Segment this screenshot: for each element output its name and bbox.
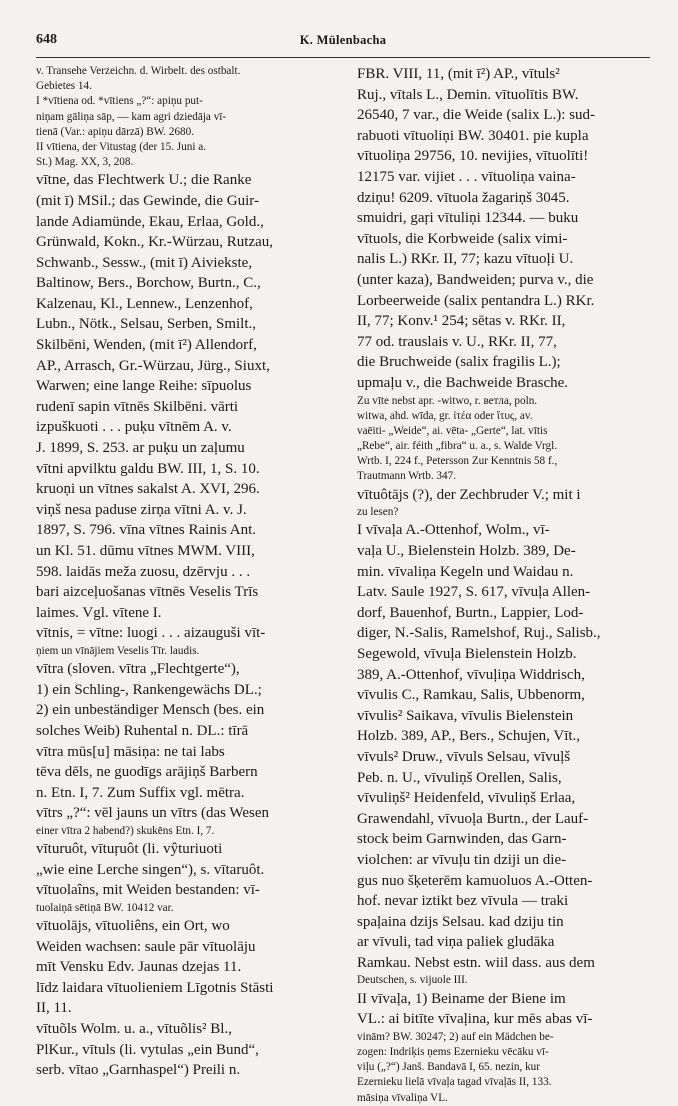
text-line: Baltinow, Bers., Borchow, Burtn., C., xyxy=(36,275,261,292)
text-line: Ruj., vītals L., Demin. vītuolītis BW. xyxy=(357,86,579,103)
text-line: II, 11. xyxy=(36,1000,72,1017)
text-line: izpuškuoti . . . puķu vītnēm A. v. xyxy=(36,419,232,436)
text-line: Grawendahl, vīvuoļa Burtn., der Lauf- xyxy=(357,810,589,827)
text-line: 12175 var. vijiet . . . vītuoliņa vaina- xyxy=(357,168,576,185)
text-line: un Kl. 51. dūmu vītnes MWM. VIII, xyxy=(36,543,255,559)
text-line: Warwen; eine lange Reihe: sīpuolus xyxy=(36,378,252,395)
text-line: vītne, das Flechtwerk U.; die Ranke xyxy=(36,172,252,189)
text-line: vīvuls² Druw., vīvuls Selsau, vīvuļš xyxy=(357,748,571,765)
text-line: (unter kaza), Bandweiden; purva v., die xyxy=(357,271,594,288)
text-line: Ezernieku lielā vīvaļa tagad vīvaļās II, 133. xyxy=(357,1076,552,1089)
text-line: Ramkau. Nebst estn. wiil dass. aus dem xyxy=(357,954,595,971)
left-column xyxy=(36,64,338,1079)
text-line: vītrs „?“: vēl jauns un vītrs (das Wesen xyxy=(36,805,270,822)
text-line: Grünwald, Kokn., Kr.-Würzau, Rutzau, xyxy=(36,234,274,251)
text-line: Lubn., Nötk., Selsau, Serben, Smilt., xyxy=(36,316,256,333)
text-line: J. 1899, S. 253. ar puķu un zaļumu xyxy=(36,440,245,457)
text-line: (mit ī) MSil.; das Gewinde, die Guir- xyxy=(36,192,260,209)
running-head: K. Mülenbacha xyxy=(299,33,387,47)
text-line: vīvulis C., Ramkau, Salis, Ubbenorm, xyxy=(357,687,585,704)
text-line: einer vītra 2 habend?) skukēns Etn. I, 7. xyxy=(36,824,215,837)
text-line: līdz laidara vītuolieniem Līgotnis Stāsti xyxy=(36,979,274,996)
text-line: solches Weib) Ruhental n. DL.: tīrā xyxy=(36,722,249,739)
text-line: Weiden wachsen: saule pār vītuolāju xyxy=(36,938,256,955)
text-line: tēva dēls, ne guodīgs arājiņš Barbern xyxy=(36,764,258,781)
text-line: mīt Vensku Edv. Jaunas dzejas 11. xyxy=(36,959,242,976)
text-line: Schwanb., Sessw., (mit ī) Aiviekste, xyxy=(36,254,253,271)
text-line: serb. vītao „Garnhaspel“) Preili n. xyxy=(36,1062,241,1079)
text-line: hof. nevar iztikt bez vīvula — traki xyxy=(357,893,569,910)
text-line: dziņu! 6209. vītuola žagariņš 3045. xyxy=(357,189,570,206)
text-line: viņš nesa paduse zirņa vītni A. v. J. xyxy=(36,501,247,518)
text-line: Wrtb. I, 224 f., Petersson Zur Kenntnis 58 f., xyxy=(357,455,558,468)
text-line: zu lesen? xyxy=(357,506,399,519)
text-line: St.) Mag. XX, 3, 208. xyxy=(36,156,134,169)
text-line: tuolaiņā sētiņā BW. 10412 var. xyxy=(36,901,174,914)
page-number: 648 xyxy=(36,32,57,47)
text-line: Gebietes 14. xyxy=(36,80,92,93)
text-line: AP., Arrasch, Gr.-Würzau, Jürg., Siuxt, xyxy=(36,357,270,374)
text-line: rudenī sapin vītnēs Skilbēni. vārti xyxy=(36,398,239,415)
text-line: smuidri, gaŗi vītuliņi 12344. — buku xyxy=(357,210,579,227)
text-line: vītra (sloven. vītra „Flechtgerte“), xyxy=(36,661,240,678)
text-line: 26540, 7 var., die Weide (salix L.): sud- xyxy=(357,107,596,124)
text-line: I vīvaļa A.-Ottenhof, Wolm., vī- xyxy=(357,522,550,539)
text-line: gus nuo šķeterēm kamuoluos A.-Otten- xyxy=(357,872,593,889)
text-line: zogen: Indriķis ņems Ezernieku vēcāku vī- xyxy=(357,1046,549,1059)
text-line: „wie eine Lerche singen“), s. vītaruôt. xyxy=(36,861,265,878)
text-line: vītra mūs[u] māsiņa: ne tai labs xyxy=(36,743,225,760)
text-line: min. vīvaliņa Kegeln und Waidau n. xyxy=(357,563,574,580)
text-line: tienā (Var.: apiņu dārzā) BW. 2680. xyxy=(36,125,195,138)
text-line: 1) ein Schling-, Rankengewächs DL.; xyxy=(36,681,262,698)
text-line: stock beim Garnwinden, das Garn- xyxy=(357,831,567,848)
text-line: 598. laidās meža zuosu, dzērvju . . . xyxy=(36,563,251,580)
text-line: Deutschen, s. vijuole III. xyxy=(357,974,468,987)
text-line: Trautmann Wrtb. 347. xyxy=(357,470,456,483)
text-line: n. Etn. I, 7. Zum Suffix vgl. mētra. xyxy=(36,784,245,801)
text-line: dorf, Bauenhof, Burtn., Lappier, Lod- xyxy=(357,604,584,621)
text-line: vītuõls Wolm. u. a., vītuõlis² Bl., xyxy=(36,1021,232,1038)
header-rule xyxy=(36,57,650,58)
text-line: v. Transehe Verzeichn. d. Wirbelt. des ostbalt. xyxy=(36,65,241,77)
text-line: Latv. Saule 1927, S. 617, vīvuļa Allen- xyxy=(357,584,591,601)
text-line: 77 od. trauslais v. U., RKr. II, 77, xyxy=(357,333,557,350)
text-line: māsiņa vīvaliņa VL. xyxy=(357,1091,448,1104)
text-line: bari aizceļuošanas vītnēs Veselis Trīs xyxy=(36,584,259,601)
text-line: II, 77; Konv.¹ 254; sētas v. RKr. II, xyxy=(357,313,566,330)
text-line: II vīvaļa, 1) Beiname der Biene im xyxy=(357,990,566,1007)
text-line: I *vītiena od. *vītiens „?“: apiņu put- xyxy=(36,95,203,108)
page-header xyxy=(36,32,650,54)
text-line: Peb. n. U., vīvuliņš Orellen, Salis, xyxy=(357,769,562,786)
text-line: ar vīvuli, tad viņa paliek gludāka xyxy=(357,934,555,951)
right-column xyxy=(357,64,661,1104)
text-line: Zu vīte nebst apr. -witwo, r. ветла, poln. xyxy=(357,394,538,407)
text-line: die Bruchweide (salix fragilis L.); xyxy=(357,354,561,371)
text-line: VL.: ai bitīte vīvaļina, kur mēs abas vī- xyxy=(357,1011,593,1028)
text-line: vītuolaîns, mit Weiden bestanden: vī- xyxy=(36,882,260,899)
text-line: rabuoti vītuoliņi BW. 30401. pie kupla xyxy=(357,127,589,144)
text-line: vīturuôt, vītuŗuôt (li. vŷturiuoti xyxy=(36,841,223,858)
text-line: vītuôtājs (?), der Zechbruder V.; mit i xyxy=(357,486,581,503)
text-line: witwa, ahd. wīda, gr. ἰτέα oder ἴτυς, av. xyxy=(357,409,533,422)
text-line: Holzb. 389, AP., Bers., Schujen, Vīt., xyxy=(357,728,581,745)
text-line: upmaļu v., die Bachweide Brasche. xyxy=(357,374,569,391)
text-line: laimes. Vgl. vītene I. xyxy=(36,604,162,621)
text-line: 1897, S. 796. vīna vītnes Rainis Ant. xyxy=(36,522,257,539)
text-line: „Rebe“, air. féith „fibra“ u. a., s. Walde Vrgl. xyxy=(357,440,558,453)
text-line: vaļa U., Bielenstein Holzb. 389, De- xyxy=(357,543,576,559)
text-line: Lorbeerweide (salix pentandra L.) RKr. xyxy=(357,292,595,309)
text-line: nalis L.) RKr. II, 77; kazu vītuoļi U. xyxy=(357,251,574,268)
text-line: Segewold, vīvuļa Bielenstein Holzb. xyxy=(357,645,577,662)
text-line: 389, A.-Ottenhof, vīvuļiņa Widdrisch, xyxy=(357,666,585,683)
text-line: viļu („?“) Janš. Bandavā I, 65. nezin, kur xyxy=(357,1061,540,1074)
text-line: lande Adiamünde, Ekau, Erlaa, Gold., xyxy=(36,213,264,230)
text-line: diger, N.-Salis, Ramelshof, Ruj., Salisb., xyxy=(357,625,601,642)
text-line: vītuols, die Korbweide (salix vimi- xyxy=(357,230,568,247)
text-line: spaļaina dzijs Selsau. kad dziju tin xyxy=(357,913,564,930)
text-line: kruoņi un vītnes sakalst A. XVI, 296. xyxy=(36,481,260,498)
text-line: vaēiti- „Weide“, ai. vēta- „Gerte“, lat. vītis xyxy=(357,424,548,437)
text-line: II vītiena, der Vitustag (der 15. Juni a. xyxy=(36,140,206,153)
text-line: violchen: ar vīvuļu tin dziji un die- xyxy=(357,851,567,868)
text-line: vinām? BW. 30247; 2) auf ein Mädchen be- xyxy=(357,1030,554,1043)
text-line: FBR. VIII, 11, (mit ī²) AP., vītuls² xyxy=(357,66,560,82)
text-line: niņam gāliņa sāp, — kam agri dziedāja vī- xyxy=(36,110,227,123)
text-line: vītuoliņa 29756, 10. nevijies, vītuolīti! xyxy=(357,148,589,165)
text-line: vīvulis² Saikava, vīvulis Bielenstein xyxy=(357,707,574,724)
text-line: 2) ein unbeständiger Mensch (bes. ein xyxy=(36,702,265,719)
text-line: PlKur., vītuls (li. vytulas „ein Bund“, xyxy=(36,1041,259,1058)
text-line: vītnis, = vītne: luogi . . . aizauguši vīt- xyxy=(36,625,266,642)
text-line: vīvuliņš² Heidenfeld, vīvuliņš Erlaa, xyxy=(357,790,576,807)
text-line: vītuolājs, vītuoliêns, ein Ort, wo xyxy=(36,918,230,935)
text-line: Kalzenau, Kl., Lennew., Lenzenhof, xyxy=(36,295,253,312)
text-line: Skilbēni, Wenden, (mit ī²) Allendorf, xyxy=(36,337,257,354)
text-line: ņiem un vīnājiem Veselis Tīr. laudis. xyxy=(36,644,200,657)
text-line: vītni apvilktu galdu BW. III, 1, S. 10. xyxy=(36,460,260,477)
